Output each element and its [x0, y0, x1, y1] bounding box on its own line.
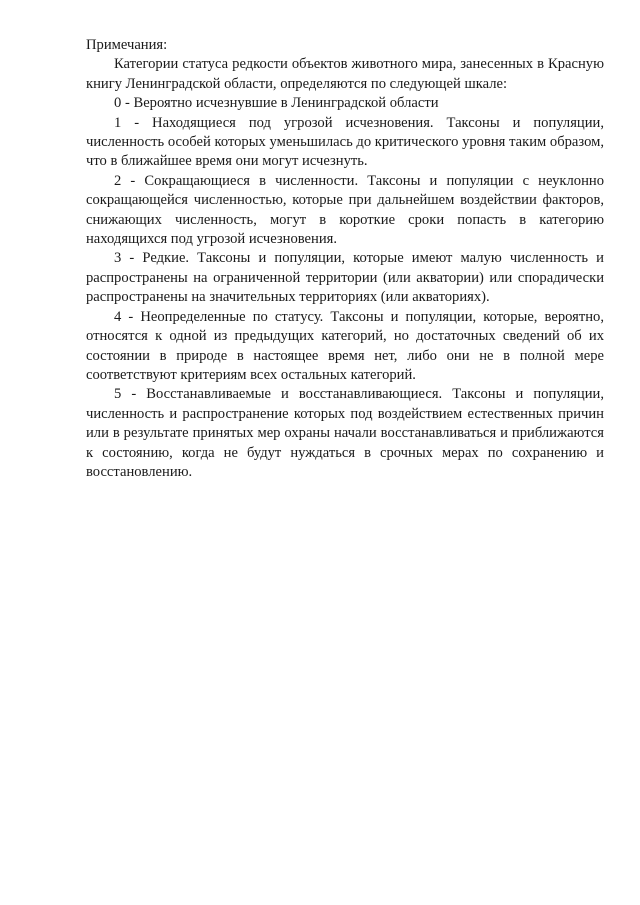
category-3-paragraph: 3 - Редкие. Таксоны и популяции, которые имеют малую численность и распространены на ограниченной территории (или акватории) или спорадически распространены на значительных территориях (или акваториях).: [86, 250, 604, 306]
category-5-paragraph: 5 - Восстанавливаемые и восстанавливающиеся. Таксоны и популяции, численность и распространение которых под воздействием естественных причин или в результате принятых мер охраны начали восстанавливаться и приближаются к состоянию, когда не будут нуждаться в срочных мерах по сохранению и восстановлению.: [86, 386, 604, 480]
category-0-paragraph: 0 - Вероятно исчезнувшие в Ленинградской области: [114, 95, 439, 112]
notes-heading: Примечания:: [86, 37, 168, 53]
intro-paragraph: Категории статуса редкости объектов животного мира, занесенных в Красную книгу Ленинградской области, определяются по следующей шкале:: [86, 56, 604, 92]
category-2-paragraph: 2 - Сокращающиеся в численности. Таксоны и популяции с неуклонно сокращающейся численностью, которые при дальнейшем воздействии факторов, снижающих численность, могут в короткие сроки попасть в категорию находящихся под угрозой исчезновения.: [86, 172, 604, 248]
category-4-paragraph: 4 - Неопределенные по статусу. Таксоны и популяции, которые, вероятно, относятся к одной из предыдущих категорий, но достаточных сведений об их состоянии в природе в настоящее время нет, либо они не в полной мере соответствуют критериям всех остальных категорий.: [86, 308, 604, 383]
notes-section: [86, 36, 604, 482]
category-1-paragraph: 1 - Находящиеся под угрозой исчезновения. Таксоны и популяции, численность особей которых уменьшилась до критического уровня таким образом, что в ближайшее время они могут исчезнуть.: [86, 114, 604, 170]
